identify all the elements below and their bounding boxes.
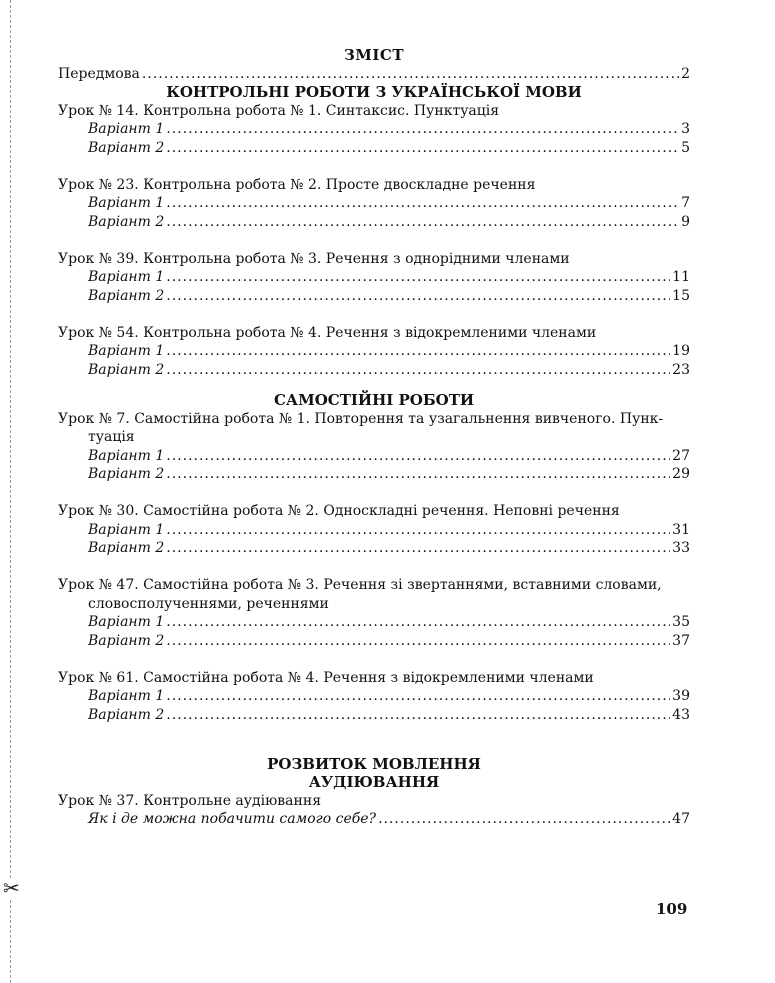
scissors-icon: ✂ [3,876,20,900]
spacer [58,724,690,743]
lesson-title: Урок № 54. Контрольна робота № 4. Речення з відокремленими членами [58,324,597,341]
toc-entry [58,632,690,651]
page-number: 109 [656,900,688,918]
cut-line [10,0,11,983]
entry-label: Варіант 1 [88,269,165,285]
entry-label: Варіант 1 [88,343,165,359]
lesson-title: Урок № 61. Самостійна робота № 4. Речення з відокремленими членами [58,669,594,686]
toc-entry [58,810,690,829]
leader-dots [166,687,670,706]
entry-label: Варіант 2 [88,706,165,723]
leader-dots [166,139,679,158]
entry-page: 39 [672,688,690,704]
section-heading: САМОСТІЙНІ РОБОТИ [273,391,475,409]
lesson-title: Урок № 23. Контрольна робота № 2. Просте двоскладне речення [58,176,536,193]
toc-title: ЗМІСТ [343,46,405,64]
entry-label: Варіант 1 [88,688,165,704]
spacer [58,650,690,669]
entry-page: 11 [672,269,690,285]
entry-page: 35 [672,614,690,630]
spacer [58,305,690,324]
spacer [58,484,690,503]
entry-page: 5 [681,139,690,156]
leader-dots [166,706,670,725]
lesson-title: Урок № 47. Самостійна робота № 3. Речення зі звертаннями, вставними словами, [58,577,662,593]
entry-page: 7 [681,195,690,211]
leader-dots [166,342,670,361]
section-heading: КОНТРОЛЬНІ РОБОТИ З УКРАЇНСЬКОЇ МОВИ [166,83,582,101]
toc-entry [58,706,690,725]
lesson-title: Урок № 39. Контрольна робота № 3. Речення з однорідними членами [58,250,570,267]
entry-label: Варіант 2 [88,632,165,649]
entry-label: Варіант 2 [88,139,165,156]
leader-dots [166,268,670,287]
leader-dots [166,465,670,484]
toc-entry [58,687,690,706]
entry-page: 29 [672,466,690,482]
toc-entry [58,120,690,139]
entry-label: Варіант 2 [88,361,165,378]
spacer [58,157,690,176]
entry-page: 9 [681,213,690,230]
lesson-title: Урок № 7. Самостійна робота № 1. Повторення та узагальнення вивченого. Пунк- [58,410,664,427]
lesson-title-continuation: словосполученнями, реченнями [88,595,329,612]
entry-label: Варіант 2 [88,287,165,304]
leader-dots [166,120,679,139]
leader-dots [166,539,670,558]
lesson-title: Урок № 30. Самостійна робота № 2. Односкладні речення. Неповні речення [58,503,620,519]
entry-page: 31 [672,521,690,538]
toc-entry [58,447,690,466]
lesson-title-continuation: туація [88,429,135,445]
toc-entry [58,539,690,558]
toc-entry [58,139,690,158]
entry-page: 33 [672,540,690,556]
spacer [58,379,690,391]
entry-label: Як і де можна побачити самого себе? [88,811,377,827]
leader-dots [166,194,679,213]
leader-dots [378,810,670,829]
entry-label: Варіант 2 [88,213,165,230]
leader-dots [166,287,670,306]
leader-dots [166,213,679,232]
toc-entry-preface [58,65,690,84]
entry-label: Передмова [58,65,140,82]
toc-entry [58,342,690,361]
section-heading: РОЗВИТОК МОВЛЕННЯ [267,754,481,773]
leader-dots [166,521,670,540]
toc-entry [58,213,690,232]
entry-label: Варіант 1 [88,521,165,538]
entry-label: Варіант 2 [88,466,165,482]
entry-label: Варіант 1 [88,195,165,211]
entry-label: Варіант 2 [88,540,165,556]
entry-page: 27 [672,447,690,464]
spacer [58,231,690,250]
entry-page: 37 [672,632,690,649]
leader-dots [166,613,670,632]
lesson-title: Урок № 14. Контрольна робота № 1. Синтаксис. Пунктуація [58,102,500,119]
entry-page: 19 [672,343,690,359]
entry-label: Варіант 1 [88,121,165,137]
toc-entry [58,465,690,484]
leader-dots [166,447,670,466]
entry-page: 47 [672,811,690,827]
spacer [58,558,690,577]
leader-dots [142,65,679,84]
entry-page: 23 [672,361,690,378]
toc-entry [58,287,690,306]
section-subheading: АУДІЮВАННЯ [308,773,440,791]
toc-entry [58,361,690,380]
toc-entry [58,613,690,632]
entry-label: Варіант 1 [88,447,165,464]
entry-label: Варіант 1 [88,614,165,630]
entry-page: 15 [672,287,690,304]
leader-dots [166,361,670,380]
spacer [58,743,690,755]
leader-dots [166,632,670,651]
toc-entry [58,194,690,213]
table-of-contents [58,46,690,829]
toc-entry [58,268,690,287]
entry-page: 43 [672,706,690,723]
entry-page: 2 [681,65,690,82]
entry-page: 3 [681,121,690,137]
lesson-title: Урок № 37. Контрольне аудіювання [58,792,322,809]
toc-entry [58,521,690,540]
